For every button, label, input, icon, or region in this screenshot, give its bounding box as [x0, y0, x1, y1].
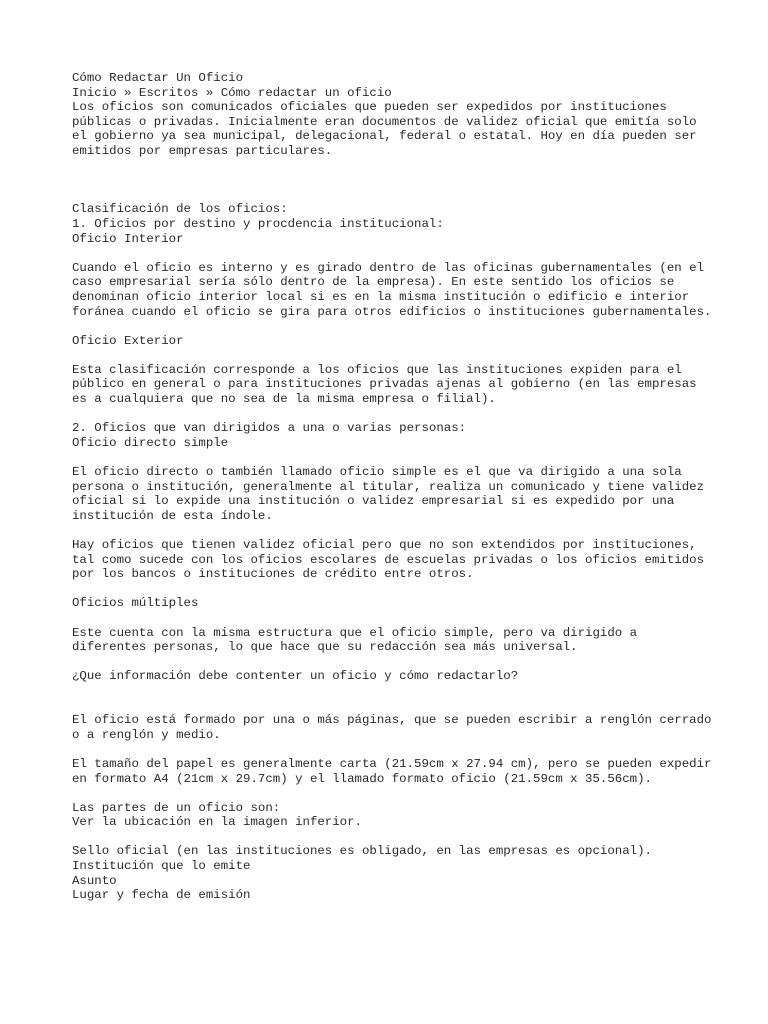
- section-1-heading: 1. Oficios por destino y procdencia institucional:: [72, 216, 444, 231]
- validity-paragraph: Hay oficios que tienen validez oficial pero que no son extendidos por instituciones, tal como sucede con los oficios escolares de escuelas privadas o los oficios emitidos por los bancos o instituciones de crédito entre otros.: [72, 538, 705, 582]
- multiple-heading: Oficios múltiples: [72, 596, 199, 611]
- direct-paragraph: El oficio directo o también llamado oficio simple es el que va dirigido a una sola persona o institución, generalmente al titular, realiza un comunicado y tiene validez oficial si lo expide una institución o validez empresarial si es expedido por una institución de esta índole.: [72, 465, 705, 523]
- parts-heading: Las partes de un oficio son:: [72, 800, 281, 815]
- interior-paragraph: Cuando el oficio es interno y es girado dentro de las oficinas gubernamentales (en el caso empresarial sería sólo dentro de la empresa). En este sentido los oficios se denominan oficio interior local si es en la misma institución o edificio e interior foránea cuando el oficio se gira para otros edificios o instituciones gubernamentales.: [72, 260, 712, 319]
- paper-paragraph: El tamaño del papel es generalmente carta (21.59cm x 27.94 cm), pero se pueden expedir en formato A4 (21cm x 29.7cm) y el llamado formato oficio (21.59cm x 35.56cm).: [72, 756, 712, 786]
- exterior-paragraph: Esta clasificación corresponde a los oficios que las instituciones expiden para el público en general o para instituciones privadas ajenas al gobierno (en las empresas es a cualquiera que no sea de la misma empresa o filial).: [72, 362, 697, 407]
- list-item: Lugar y fecha de emisión: [72, 888, 251, 903]
- list-item: Asunto: [72, 873, 117, 888]
- parts-note: Ver la ubicación en la imagen inferior.: [72, 815, 362, 830]
- classification-heading: Clasificación de los oficios:: [72, 202, 288, 217]
- intro-paragraph: Los oficios son comunicados oficiales que pueden ser expedidos por instituciones públicas o privadas. Inicialmente eran documentos de validez oficial que emitía solo el gobierno ya sea municipal, delegacional, federal o estatal. Hoy en día pueden ser emitidos por empresas particulares.: [72, 100, 697, 158]
- multiple-paragraph: Este cuenta con la misma estructura que el oficio simple, pero va dirigido a diferentes personas, lo que hace que su redacción sea más universal.: [72, 625, 638, 655]
- document-body: [72, 71, 712, 903]
- exterior-heading: Oficio Exterior: [72, 333, 184, 348]
- pages-paragraph: El oficio está formado por una o más páginas, que se pueden escribir a renglón cerrado o a renglón y medio.: [72, 713, 712, 742]
- interior-heading: Oficio Interior: [72, 231, 184, 246]
- document-title: Cómo Redactar Un Oficio: [72, 71, 244, 85]
- section-2-heading: 2. Oficios que van dirigidos a una o varias personas:: [72, 421, 467, 436]
- question-heading: ¿Que información debe contenter un oficio y cómo redactarlo?: [72, 669, 519, 684]
- list-item: Sello oficial (en las instituciones es obligado, en las empresas es opcional).: [72, 844, 652, 859]
- breadcrumb: Inicio » Escritos » Cómo redactar un oficio: [72, 85, 392, 100]
- list-item: Institución que lo emite: [72, 859, 251, 874]
- direct-heading: Oficio directo simple: [72, 435, 229, 450]
